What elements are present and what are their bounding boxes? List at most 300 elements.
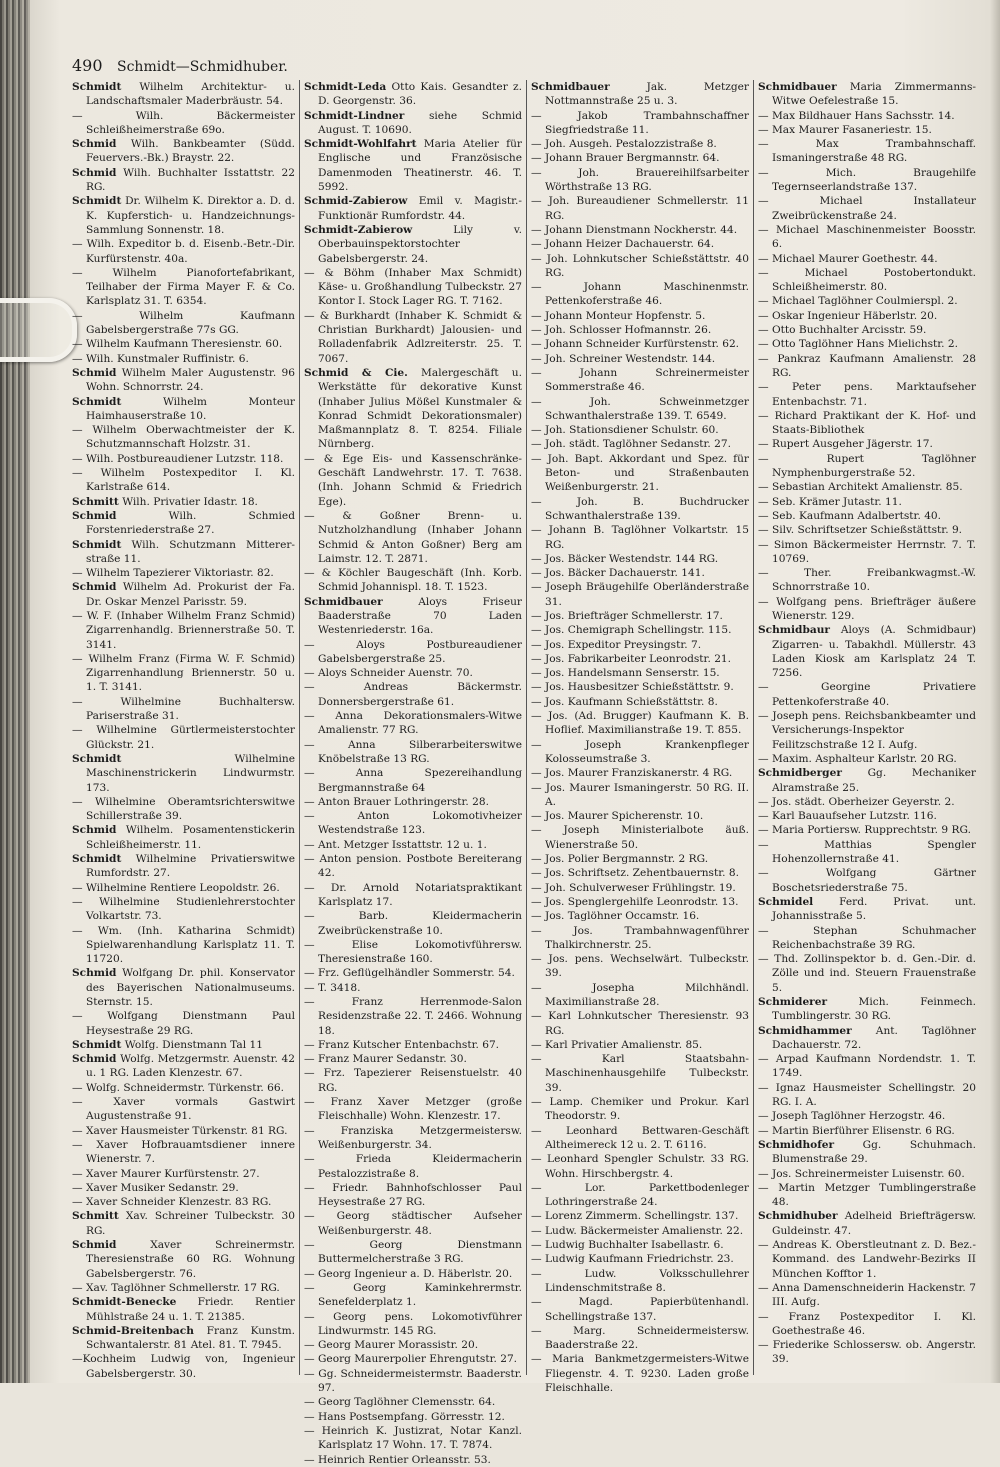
directory-entry <box>304 1410 522 1424</box>
directory-entry <box>531 1181 749 1210</box>
directory-entry <box>758 995 976 1024</box>
directory-entry <box>531 652 749 666</box>
entry-text: — Xaver Maurer Kurfürstenstr. 27. <box>72 1167 260 1180</box>
entry-text: — Marg. Schneidermeistersw. Baaderstraße 22. <box>531 1324 749 1352</box>
entry-text: — Maria Bankmetzgermeisters-Witwe Fliegenstr. 4. T. 9230. Laden große Fleischhalle. <box>531 1353 749 1395</box>
directory-entry <box>758 1338 976 1367</box>
entry-text: — Xav. Taglöhner Schmellerstr. 17 RG. <box>72 1281 280 1294</box>
entry-surname: Schmid <box>72 509 117 522</box>
entry-text: — Maria Portiersw. Rupprechtstr. 9 RG. <box>758 824 971 837</box>
entry-surname: Schmid & Cie. <box>304 366 408 379</box>
entry-text: — & Köchler Baugeschäft (Inh. Korb. Schmid Johannispl. 18. T. 1523. <box>304 567 522 594</box>
directory-entry <box>72 466 295 495</box>
directory-entry <box>758 495 976 509</box>
entry-text: Friedr. Rentier Mühlstraße 24 u. 1. T. 21385. <box>86 1296 295 1323</box>
directory-entry <box>72 652 295 695</box>
directory-entry <box>72 1138 295 1167</box>
directory-entry <box>72 823 295 852</box>
entry-text: — Jos. Polier Bergmannstr. 2 RG. <box>531 853 709 866</box>
directory-entry <box>304 709 522 738</box>
directory-entry <box>758 266 976 295</box>
entry-text: — Wilhelmine Buchhaltersw. Pariserstraße 31. <box>72 695 295 723</box>
directory-entry <box>72 109 295 138</box>
directory-entry <box>758 1181 976 1210</box>
directory-entry <box>72 1295 295 1324</box>
entry-text: — Simon Bäckermeister Herrnstr. 7. T. 10769. <box>758 538 976 565</box>
entry-text: — Wilh. Postbureaudiener Lutzstr. 118. <box>72 452 284 465</box>
directory-entry <box>531 1252 749 1266</box>
entry-text: — Jos. städt. Oberheizer Geyerstr. 2. <box>758 795 955 808</box>
entry-text: Wilhelm Ad. Prokurist der Fa. Dr. Oskar Menzel Parisstr. 59. <box>86 581 295 608</box>
directory-entry <box>72 423 295 452</box>
directory-entry <box>531 1324 749 1353</box>
entry-surname: Schmitt <box>72 1210 119 1223</box>
entry-text: Gg. Schuhmach. Blumenstraße 29. <box>772 1138 976 1166</box>
entry-text: — Dr. Arnold Notariatspraktikant Karlsplatz 17. <box>304 881 522 908</box>
directory-entry <box>304 1453 522 1467</box>
entry-text: — Georg Dienstmann Buttermelcherstraße 3 RG. <box>304 1239 522 1266</box>
entry-text: — Jos. Hausbesitzer Schießstättstr. 9. <box>531 681 734 694</box>
entry-text: Wilhelmine Privatierswitwe Rumfordstr. 27. <box>86 853 296 880</box>
directory-entry <box>531 352 749 366</box>
entry-text: — Leonhard Bettwaren-Geschäft Altheimereck 12 u. 2. T. 6116. <box>531 1124 749 1151</box>
entry-text: — Karl Lohnkutscher Theresienstr. 93 RG. <box>531 1010 749 1037</box>
entry-text: — Georg pens. Lokomotivführer Lindwurmstr. 145 RG. <box>304 1310 522 1337</box>
running-title: Schmidt—Schmidhuber. <box>117 59 288 75</box>
entry-text: Wilh. Buchhalter Isstattstr. 22 RG. <box>86 166 295 194</box>
entry-text: — Jos. Schreinermeister Luisenstr. 60. <box>758 1167 965 1180</box>
entry-text: — Johann Brauer Bergmannstr. 64. <box>531 152 720 165</box>
entry-text: — Max Trambahnschaff. Ismaningerstraße 48 RG. <box>758 138 976 165</box>
directory-entry <box>531 366 749 395</box>
entry-text: Maria Zimmermanns-Witwe Oefelestraße 15. <box>772 81 976 108</box>
entry-text: Lily v. Oberbauinspektorstochter Gabelsbergerstr. 24. <box>318 223 523 265</box>
entry-text: — Gg. Schneidermeistermstr. Baaderstr. 97. <box>304 1367 522 1395</box>
entry-text: — Frz. Tapezierer Reisenstuelstr. 40 RG. <box>304 1067 522 1094</box>
directory-entry <box>531 680 749 694</box>
entry-text: — Wilhelmine Studienlehrerstochter Volkartstr. 73. <box>72 895 295 923</box>
directory-entry <box>531 280 749 309</box>
entry-text: — Wilh. Bäckermeister Schleißheimerstraße 69o. <box>72 109 295 136</box>
directory-entry <box>531 566 749 580</box>
directory-entry <box>531 309 749 323</box>
directory-entry <box>304 1238 522 1267</box>
entry-text: — Maxim. Asphalteur Karlstr. 20 RG. <box>758 752 957 765</box>
directory-entry <box>304 1395 522 1409</box>
entry-text: — Georg Maurer Morassistr. 20. <box>304 1339 479 1352</box>
directory-entry <box>758 1209 976 1238</box>
entry-text: Wolfg. Dienstmann Tal 11 <box>124 1038 263 1051</box>
directory-entry <box>72 1324 295 1353</box>
entry-text: — Magd. Papierbütenhandl. Schellingstraße 137. <box>531 1296 749 1323</box>
entry-text: —Kochheim Ludwig von, Ingenieur Gabelsbergerstr. 30. <box>72 1353 295 1380</box>
entry-text: — Franz Maurer Sedanstr. 30. <box>304 1053 467 1066</box>
directory-entry <box>304 966 522 980</box>
directory-entry <box>304 109 522 138</box>
directory-entry <box>304 666 522 680</box>
entry-surname: Schmidt <box>72 1038 122 1051</box>
entry-text: — Joseph Ministerialbote äuß. Wienerstraße 50. <box>531 824 749 851</box>
entry-text: — Joh. Schulverweser Frühlingstr. 19. <box>531 881 736 894</box>
entry-text: — Karl Staatsbahn-Maschinenhausgehilfe Tulbeckstr. 39. <box>531 1053 749 1094</box>
entry-text: — Rupert Ausgeher Jägerstr. 17. <box>758 438 933 451</box>
directory-entry <box>531 223 749 237</box>
entry-text: — Lamp. Chemiker und Prokur. Karl Theodorstr. 9. <box>531 1096 749 1123</box>
directory-entry <box>531 437 749 451</box>
directory-entry <box>531 881 749 895</box>
directory-entry <box>758 409 976 438</box>
directory-entry <box>758 309 976 323</box>
entry-text: — Wolfgang pens. Briefträger äußere Wienerstr. 129. <box>758 595 976 622</box>
entry-text: Wilh. Privatier Idastr. 18. <box>122 495 258 508</box>
entry-text: — Jos. pens. Wechselwärt. Tulbeckstr. 39. <box>531 953 749 980</box>
directory-entry <box>304 638 522 667</box>
directory-entry <box>72 1081 295 1095</box>
directory-entry <box>531 166 749 195</box>
entry-text: — Wolfgang Gärtner Boschetsriederstraße 75. <box>758 867 976 894</box>
entry-text: — Barb. Kleidermacherin Zweibrückenstraße 10. <box>304 910 522 937</box>
entry-surname: Schmidberger <box>758 767 842 780</box>
directory-entry <box>758 109 976 123</box>
directory-entry <box>758 1109 976 1123</box>
entry-text: — Joseph Krankenpfleger Kolosseumstraße 3. <box>531 738 749 765</box>
entry-text: Wilhelm Architektur- u. Landschaftsmaler Maderbräustr. 54. <box>86 81 295 108</box>
entry-text: — Anna Damenschneiderin Hackenstr. 7 III. Aufg. <box>758 1281 976 1309</box>
entry-text: — Johann Heizer Dachauerstr. 64. <box>531 238 715 251</box>
entry-text: — Wilh. Expeditor b. d. Eisenb.-Betr.-Dir. Kurfürstenstr. 40a. <box>72 238 295 265</box>
directory-entry <box>304 452 522 509</box>
directory-entry <box>304 1352 522 1366</box>
directory-entry <box>758 323 976 337</box>
entry-text: — Georgine Privatiere Pettenkoferstraße 40. <box>758 681 976 708</box>
entry-text: — Thd. Zollinspektor b. d. Gen.-Dir. d. Zölle und ind. Steuern Frauenstraße 5. <box>758 953 976 994</box>
directory-entry <box>72 1281 295 1295</box>
directory-entry <box>758 866 976 895</box>
directory-entry <box>72 1181 295 1195</box>
entry-text: — Frieda Kleidermacherin Pestalozzistraße 8. <box>304 1153 522 1180</box>
entry-text: — Rupert Taglöhner Nymphenburgerstraße 52. <box>758 452 976 480</box>
entry-text: — Karl Bauaufseher Lutzstr. 116. <box>758 810 937 823</box>
directory-entry <box>758 895 976 924</box>
entry-text: — Seb. Kaufmann Adalbertstr. 40. <box>758 509 942 522</box>
directory-entry <box>758 480 976 494</box>
directory-entry <box>758 680 976 709</box>
entry-text: — Johann Monteur Hopfenstr. 5. <box>531 309 706 322</box>
entry-text: Emil v. Magistr.-Funktionär Rumfordstr. 44. <box>318 195 522 222</box>
entry-text: — Jos. Trambahnwagenführer Thalkirchnerstr. 25. <box>531 924 749 951</box>
entry-surname: Schmid <box>72 967 117 980</box>
entry-text: Wilhelm Maler Augustenstr. 96 Wohn. Schnorrstr. 24. <box>86 366 295 394</box>
entry-text: — Joh. Stationsdiener Schulstr. 60. <box>531 424 719 437</box>
directory-entry <box>531 1009 749 1038</box>
directory-entry <box>72 752 295 795</box>
directory-entry <box>758 1310 976 1339</box>
entry-text: — Joseph Bräugehilfe Oberländerstraße 31. <box>531 581 749 608</box>
directory-entry <box>72 194 295 237</box>
directory-entry <box>531 866 749 880</box>
entry-text: — W. F. (Inhaber Wilhelm Franz Schmid) Zigarrenhandlg. Briennerstraße 50. T. 3141. <box>72 609 295 651</box>
entry-text: — Mich. Braugehilfe Tegernseerlandstraße 137. <box>758 166 976 194</box>
entry-text: — Max Maurer Fasaneriestr. 15. <box>758 123 932 136</box>
directory-entry <box>304 1038 522 1052</box>
entry-text: — Jos. Bäcker Dachauerstr. 141. <box>531 567 705 580</box>
book-spine <box>0 0 30 1383</box>
entry-text: — Xaver Schneider Klenzestr. 83 RG. <box>72 1196 272 1209</box>
entry-text: — Johann Schreinermeister Sommerstraße 46. <box>531 366 749 394</box>
directory-entry <box>304 1424 522 1453</box>
directory-entry <box>304 1066 522 1095</box>
directory-entry <box>304 1267 522 1281</box>
directory-entry <box>758 1138 976 1167</box>
directory-entry <box>72 166 295 195</box>
directory-entry <box>531 909 749 923</box>
entry-surname: Schmidt-Leda <box>304 81 387 93</box>
entry-text: — Joh. Ausgeh. Pestalozzistraße 8. <box>531 138 717 151</box>
entry-text: — Joh. städt. Taglöhner Sedanstr. 27. <box>531 438 732 451</box>
directory-entry <box>304 881 522 910</box>
entry-text: — Xaver Hausmeister Türkenstr. 81 RG. <box>72 1124 288 1137</box>
entry-text: Xaver Schreinermstr. Theresienstraße 60 RG. Wohnung Gabelsbergerstr. 76. <box>86 1239 295 1280</box>
entry-text: — Jos. (Ad. Brugger) Kaufmann K. B. Hoflief. Maximilianstraße 19. T. 855. <box>531 710 749 737</box>
entry-surname: Schmid <box>72 581 117 594</box>
entry-text: — Ludw. Bäckermeister Amalienstr. 22. <box>531 1224 744 1237</box>
directory-entry <box>758 80 976 109</box>
entry-surname: Schmidt-Lindner <box>304 109 405 122</box>
entry-text: — Richard Praktikant der K. Hof- und Staats-Bibliothek <box>758 409 976 437</box>
entry-text: — Lor. Parkettbodenleger Lothringerstraße 24. <box>531 1181 749 1209</box>
directory-entry <box>304 909 522 938</box>
directory-entry <box>531 580 749 609</box>
directory-entry <box>531 695 749 709</box>
entry-text: — Franz Herrenmode-Salon Residenzstraße 22. T. 2466. Wohnung 18. <box>304 996 522 1037</box>
entry-text: Ant. Taglöhner Dachauerstr. 72. <box>772 1024 976 1051</box>
directory-entry <box>531 1152 749 1181</box>
directory-entry <box>758 752 976 766</box>
directory-entry <box>72 1009 295 1038</box>
entry-text: — Jos. Spenglergehilfe Leonrodstr. 13. <box>531 895 739 908</box>
entry-text: — Wilhelmine Gürtlermeisterstochter Glückstr. 21. <box>72 724 295 751</box>
entry-text: — Jos. Briefträger Schmellerstr. 17. <box>531 609 723 622</box>
entry-text: Dr. Wilhelm K. Direktor a. D. d. K. Kupferstich- u. Handzeichnungs-Sammlung Sonnenstr. 18. <box>86 195 295 236</box>
entry-text: — Anton Brauer Lothringerstr. 28. <box>304 795 490 808</box>
entry-text: — Otto Taglöhner Hans Mielichstr. 2. <box>758 338 959 351</box>
entry-text: — Friedr. Bahnhofschlosser Paul Heysestraße 27 RG. <box>304 1181 522 1209</box>
directory-entry <box>758 1281 976 1310</box>
entry-text: — Aloys Postbureaudiener Gabelsbergerstraße 25. <box>304 638 522 665</box>
directory-entry <box>304 1338 522 1352</box>
entry-text: — Joh. Lohnkutscher Schießstättstr. 40 RG. <box>531 252 749 279</box>
directory-entry <box>531 666 749 680</box>
directory-entry <box>531 395 749 424</box>
entry-text: — Johann Maschinenmstr. Pettenkoferstraße 46. <box>531 281 749 308</box>
directory-entry <box>531 323 749 337</box>
column-4 <box>753 80 980 1375</box>
directory-entry <box>531 1209 749 1223</box>
entry-text: Maria Atelier für Englische und Französische Damenmoden Theatinerstr. 46. T. 5992. <box>318 138 522 194</box>
directory-entry <box>758 294 976 308</box>
entry-text: — Wilhelm Kaufmann Theresienstr. 60. <box>72 338 283 351</box>
directory-entry <box>531 623 749 637</box>
entry-text: siehe Schmid August. T. 10690. <box>318 109 522 136</box>
directory-entry <box>72 566 295 580</box>
directory-entry <box>531 809 749 823</box>
directory-entry <box>72 1095 295 1124</box>
entry-text: Wilhelm Monteur Haimhauserstraße 10. <box>86 395 295 422</box>
entry-text: — Anton pension. Postbote Bereiterang 42. <box>304 853 522 880</box>
entry-surname: Schmidbauer <box>531 81 610 93</box>
directory-entry <box>531 609 749 623</box>
directory-entry <box>758 1124 976 1138</box>
entry-text: — Ignaz Hausmeister Schellingstr. 20 RG. I. A. <box>758 1081 976 1109</box>
directory-entry <box>758 137 976 166</box>
directory-entry <box>72 309 295 338</box>
entry-surname: Schmidbaur <box>758 624 830 637</box>
directory-entry <box>758 509 976 523</box>
directory-entry <box>72 695 295 724</box>
directory-entry <box>531 1352 749 1395</box>
entry-text: — Martin Metzger Tumblingerstraße 48. <box>758 1181 976 1209</box>
directory-entry <box>304 981 522 995</box>
entry-text: — Stephan Schuhmacher Reichenbachstraße 39 RG. <box>758 924 976 951</box>
entry-text: — Georg Taglöhner Clemensstr. 64. <box>304 1396 496 1409</box>
entry-surname: Schmidel <box>758 895 814 908</box>
directory-entry <box>531 237 749 251</box>
directory-entry <box>758 809 976 823</box>
entry-text: — Seb. Krämer Jutastr. 11. <box>758 495 902 508</box>
entry-text: — Anna Spezereihandlung Bergmannstraße 64 <box>304 767 522 794</box>
entry-text: — Michael Installateur Zweibrückenstraße 24. <box>758 195 976 222</box>
entry-text: — Wilh. Kunstmaler Ruffinistr. 6. <box>72 352 249 365</box>
directory-entry <box>531 981 749 1010</box>
entry-text: — Xaver vormals Gastwirt Augustenstraße 91. <box>72 1096 295 1123</box>
directory-entry <box>758 595 976 624</box>
directory-entry <box>758 795 976 809</box>
directory-entry <box>72 1352 295 1381</box>
entry-text: Malergeschäft u. Werkstätte für dekorative Kunst (Inhaber Julius Mößel Kunstmaler & Konrad Schmidt Dekorationsmaler) Maßmannplatz 8. T. 8254. Filiale Nürnberg. <box>318 366 523 451</box>
directory-entry <box>758 1052 976 1081</box>
entry-surname: Schmidt <box>72 395 122 408</box>
entry-text: — Michael Maschinenmeister Boosstr. 6. <box>758 223 976 251</box>
entry-text: — Franz Xaver Metzger (große Fleischhalle) Wohn. Klenzestr. 17. <box>304 1096 522 1123</box>
entry-text: — Georg Ingenieur a. D. Häberlstr. 20. <box>304 1267 513 1280</box>
entry-text: — Pankraz Kaufmann Amalienstr. 28 RG. <box>758 352 976 379</box>
directory-entry <box>304 1209 522 1238</box>
directory-entry <box>758 523 976 537</box>
entry-text: — Wilhelm Oberwachtmeister der K. Schutzmannschaft Holzstr. 31. <box>72 424 295 451</box>
directory-entry <box>72 1167 295 1181</box>
directory-entry <box>758 452 976 481</box>
directory-entry <box>531 709 749 738</box>
entry-text: — Jos. Expeditor Preysingstr. 7. <box>531 638 702 651</box>
entry-text: — Ant. Metzger Isstattstr. 12 u. 1. <box>304 838 487 851</box>
directory-entry <box>72 366 295 395</box>
directory-entry <box>758 1167 976 1181</box>
entry-text: — Joh. Bapt. Akkordant und Spez. für Beton- und Straßenbauten Weißenburgerstr. 21. <box>531 452 749 494</box>
directory-entry <box>304 766 522 795</box>
column-2 <box>299 80 526 1466</box>
directory-entry <box>72 266 295 309</box>
directory-entry <box>72 237 295 266</box>
entry-text: — Aloys Schneider Auenstr. 70. <box>304 667 473 680</box>
entry-text: — Johann Dienstmann Nockherstr. 44. <box>531 223 738 236</box>
entry-text: — Friederike Schlossersw. ob. Angerstr. 39. <box>758 1339 976 1366</box>
directory-entry <box>758 380 976 409</box>
entry-surname: Schmidhuber <box>758 1210 838 1223</box>
directory-entry <box>72 881 295 895</box>
entry-text: Wilhelmine Maschinenstrickerin Lindwurmstr. 173. <box>86 752 295 794</box>
directory-entry <box>531 252 749 281</box>
directory-entry <box>304 80 522 109</box>
directory-entry <box>72 795 295 824</box>
directory-entry <box>531 823 749 852</box>
entry-text: — T. 3418. <box>304 981 361 994</box>
entry-text: — Georg städtischer Aufseher Weißenburgerstr. 48. <box>304 1210 522 1237</box>
directory-entry <box>72 924 295 967</box>
directory-entry <box>531 523 749 552</box>
directory-entry <box>531 80 749 109</box>
column-1 <box>72 80 299 1380</box>
entry-text: Aloys Friseur Baaderstraße 70 Laden Westenriederstr. 16a. <box>318 595 522 637</box>
directory-entry <box>72 1124 295 1138</box>
entry-text: Ferd. Privat. unt. Johannisstraße 5. <box>772 895 976 923</box>
entry-text: Aloys (A. Schmidbaur) Zigarren- u. Tabakhdl. Müllerstr. 43 Laden Kiosk am Karlsplatz 24 T. 7256. <box>772 624 976 680</box>
entry-text: — Jos. Taglöhner Occamstr. 16. <box>531 910 700 923</box>
entry-text: — Joh. Schweinmetzger Schwanthalerstraße 139. T. 6549. <box>531 395 749 422</box>
entry-text: — Andreas Bäckermstr. Donnersbergerstraße 61. <box>304 681 522 708</box>
entry-text: — Ther. Freibankwagmst.-W. Schnorrstraße 10. <box>758 567 976 594</box>
entry-text: — Jos. Maurer Ismaningerstr. 50 RG. II. A. <box>531 781 749 808</box>
directory-entry <box>758 538 976 567</box>
directory-entry <box>531 109 749 138</box>
entry-surname: Schmid <box>72 166 117 179</box>
directory-entry <box>304 995 522 1038</box>
entry-text: — Jos. Chemigraph Schellingstr. 115. <box>531 624 732 637</box>
entry-surname: Schmidbauer <box>758 81 837 93</box>
directory-entry <box>531 452 749 495</box>
directory-entry <box>758 766 976 795</box>
directory-entry <box>72 137 295 166</box>
directory-entry <box>531 337 749 351</box>
directory-entry <box>72 966 295 1009</box>
directory-entry <box>304 223 522 266</box>
directory-entry <box>531 1124 749 1153</box>
entry-text: — Jos. Schriftsetz. Zehentbauernstr. 8. <box>531 867 739 880</box>
entry-text: — Jos. Kaufmann Schießstättstr. 8. <box>531 695 718 708</box>
entry-surname: Schmidt <box>72 81 122 93</box>
entry-text: — Jos. Fabrikarbeiter Leonrodstr. 21. <box>531 652 732 665</box>
entry-text: — Frz. Geflügelhändler Sommerstr. 54. <box>304 967 515 980</box>
directory-entry <box>758 1024 976 1053</box>
directory-entry <box>758 823 976 837</box>
directory-entry <box>531 423 749 437</box>
entry-text: — Wilhelm Franz (Firma W. F. Schmid) Zigarrenhandlung Briennerstr. 50 u. 1. T. 3141. <box>72 652 295 694</box>
directory-entry <box>758 623 976 680</box>
directory-entry <box>72 395 295 424</box>
entry-text: — Wilhelm Postexpeditor I. Kl. Karlstraße 614. <box>72 467 295 494</box>
entry-text: — Anton Lokomotivheizer Westendstraße 123. <box>304 810 522 837</box>
entry-surname: Schmitt <box>72 495 119 508</box>
entry-surname: Schmid <box>72 366 117 379</box>
directory-entry <box>72 723 295 752</box>
entry-surname: Schmidt-Benecke <box>72 1296 177 1309</box>
entry-text: — Jos. Maurer Franziskanerstr. 4 RG. <box>531 767 733 780</box>
entry-text: — Sebastian Architekt Amalienstr. 85. <box>758 481 963 494</box>
directory-entry <box>758 337 976 351</box>
directory-entry <box>531 1295 749 1324</box>
directory-entry <box>72 580 295 609</box>
entry-text: — Joseph Taglöhner Herzogstr. 46. <box>758 1110 946 1123</box>
directory-entry <box>304 1052 522 1066</box>
